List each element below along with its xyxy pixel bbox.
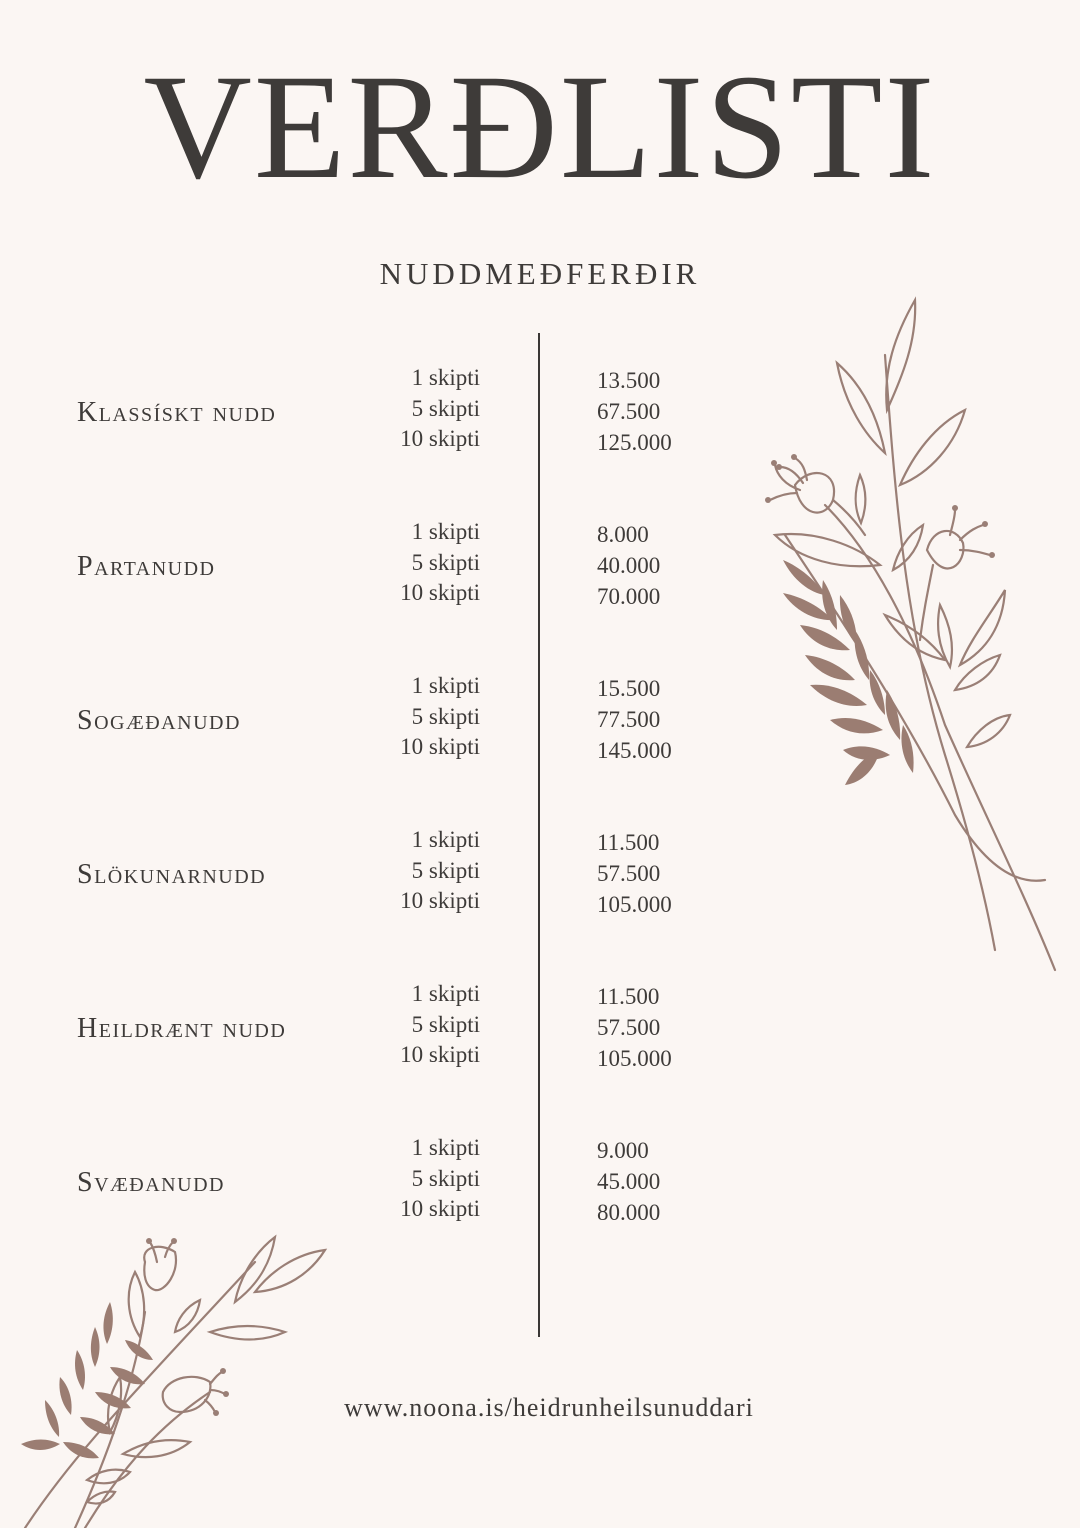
option-label: 5 skipti	[411, 549, 480, 575]
option-label: 5 skipti	[411, 395, 480, 421]
option-label: 10 skipti	[400, 580, 480, 605]
price-value: 145.000	[597, 738, 672, 763]
price-value: 40.000	[597, 553, 661, 578]
service-prices	[597, 981, 672, 1074]
service-name: Klassískt nudd	[77, 397, 277, 428]
service-row	[0, 979, 1080, 1079]
service-prices	[597, 1135, 660, 1228]
price-value: 70.000	[597, 584, 661, 609]
option-label: 10 skipti	[400, 1042, 480, 1067]
price-value: 15.500	[597, 676, 661, 701]
floral-branch-icon	[15, 1232, 335, 1528]
option-label: 1 skipti	[411, 365, 480, 390]
service-options	[400, 517, 480, 609]
price-value: 125.000	[597, 430, 672, 455]
option-label: 1 skipti	[411, 519, 480, 544]
option-label: 1 skipti	[411, 673, 480, 698]
price-value: 11.500	[597, 830, 660, 855]
service-row	[0, 1133, 1080, 1233]
price-value: 67.500	[597, 399, 661, 424]
option-label: 10 skipti	[400, 1196, 480, 1221]
option-label: 5 skipti	[411, 703, 480, 729]
price-value: 57.500	[597, 1015, 661, 1040]
price-value: 8.000	[597, 522, 649, 547]
service-options	[400, 671, 480, 763]
option-label: 10 skipti	[400, 888, 480, 913]
option-label: 10 skipti	[400, 426, 480, 451]
price-value: 57.500	[597, 861, 661, 886]
price-value: 105.000	[597, 1046, 672, 1071]
booking-url: www.noona.is/heidrunheilsunuddari	[344, 1393, 754, 1422]
service-prices	[597, 365, 672, 458]
service-options	[400, 825, 480, 917]
price-value: 13.500	[597, 368, 661, 393]
option-label: 10 skipti	[400, 734, 480, 759]
service-name: Sogæðanudd	[77, 705, 241, 736]
option-label: 1 skipti	[411, 1135, 480, 1160]
option-label: 1 skipti	[411, 827, 480, 852]
service-prices	[597, 827, 672, 920]
service-name: Slökunarnudd	[77, 859, 267, 890]
option-label: 5 skipti	[411, 1165, 480, 1191]
price-value: 80.000	[597, 1200, 661, 1225]
price-value: 77.500	[597, 707, 661, 732]
service-prices	[597, 519, 660, 612]
service-options	[400, 979, 480, 1071]
service-options	[400, 1133, 480, 1225]
option-label: 5 skipti	[411, 1011, 480, 1037]
price-value: 45.000	[597, 1169, 661, 1194]
option-label: 1 skipti	[411, 981, 480, 1006]
price-value: 11.500	[597, 984, 660, 1009]
price-value: 9.000	[597, 1138, 649, 1163]
service-name: Partanudd	[77, 551, 216, 582]
page-title: VERÐLISTI	[143, 44, 937, 210]
section-heading: NUDDMEÐFERÐIR	[379, 256, 701, 291]
service-prices	[597, 673, 672, 766]
service-options	[400, 363, 480, 455]
service-name: Heildrænt nudd	[77, 1013, 287, 1044]
floral-branch-icon	[755, 295, 1065, 985]
service-name: Svæðanudd	[77, 1167, 225, 1198]
option-label: 5 skipti	[411, 857, 480, 883]
price-value: 105.000	[597, 892, 672, 917]
